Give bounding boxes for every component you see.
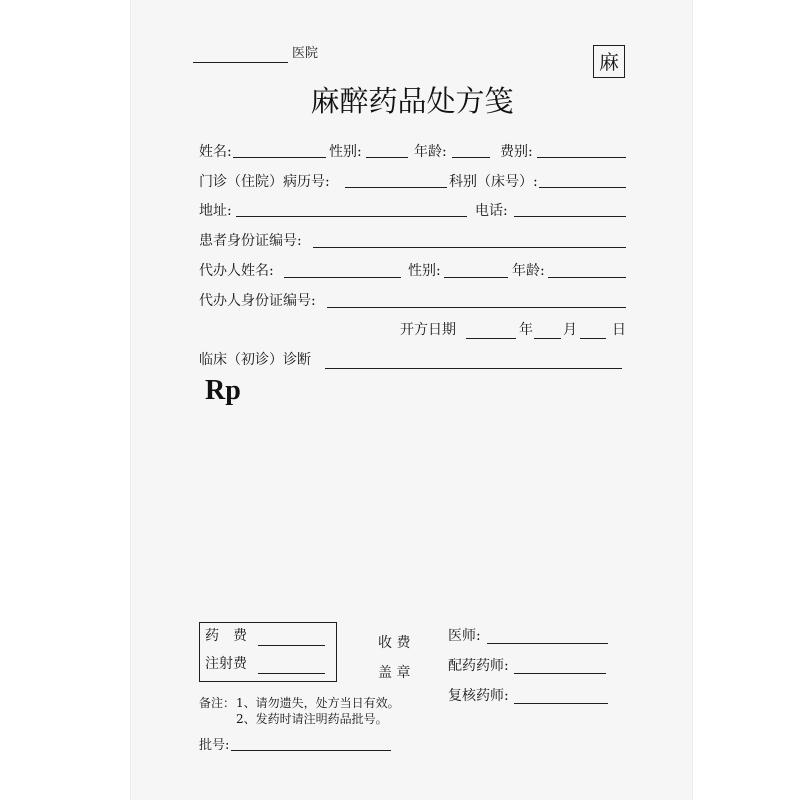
notes-item-2: 2、发药时请注明药品批号。 (236, 712, 388, 726)
patient-id-blank (313, 247, 626, 248)
diagnosis-label: 临床（初诊）诊断 (199, 352, 311, 368)
form-title: 麻醉药品处方笺 (310, 84, 514, 118)
rp-symbol: Rp (205, 375, 241, 406)
phone-blank (514, 216, 626, 217)
hospital-suffix: 医院 (292, 46, 319, 61)
agent-name-blank (284, 277, 401, 278)
year-label: 年 (519, 322, 533, 338)
day-label: 日 (612, 322, 626, 338)
agent-gender-label: 性别: (408, 263, 441, 279)
drug-fee-label: 药 费 (205, 628, 247, 644)
checking-pharmacist-blank (514, 703, 608, 704)
injection-fee-label: 注射费 (205, 656, 247, 672)
dispensing-pharmacist-blank (514, 673, 606, 674)
stamp-label-line1: 收 费 (378, 635, 411, 651)
phone-label: 电话: (475, 203, 508, 219)
agent-id-label: 代办人身份证编号: (199, 293, 316, 309)
date-day-blank (580, 338, 606, 339)
agent-id-blank (327, 307, 626, 308)
patient-id-label: 患者身份证编号: (199, 233, 302, 249)
doctor-label: 医师: (448, 628, 481, 644)
patient-name-blank (233, 157, 326, 158)
narcotic-category-badge (593, 45, 625, 78)
patient-name-label: 姓名: (199, 144, 232, 160)
patient-gender-blank (366, 157, 408, 158)
diagnosis-blank (325, 368, 622, 369)
agent-age-blank (548, 277, 626, 278)
prescription-date-label: 开方日期 (400, 322, 456, 338)
department-label: 科别（床号）: (449, 174, 538, 190)
record-number-blank (345, 187, 447, 188)
address-label: 地址: (199, 203, 232, 219)
patient-age-label: 年龄: (414, 144, 447, 160)
date-month-blank (534, 338, 561, 339)
hospital-name-blank (193, 62, 288, 63)
address-blank (236, 216, 467, 217)
agent-age-label: 年龄: (512, 263, 545, 279)
checking-pharmacist-label: 复核药师: (448, 688, 509, 704)
batch-number-label: 批号: (199, 738, 230, 753)
doctor-signature-blank (487, 643, 608, 644)
dispensing-pharmacist-label: 配药药师: (448, 658, 509, 674)
patient-gender-label: 性别: (329, 144, 362, 160)
department-blank (539, 187, 626, 188)
date-year-blank (466, 338, 516, 339)
notes-item-1: 1、请勿遗失，处方当日有效。 (236, 696, 400, 710)
batch-number-blank (231, 750, 391, 751)
fee-type-label: 费别: (500, 144, 533, 160)
notes-label: 备注： (199, 696, 236, 710)
injection-fee-blank (258, 673, 325, 674)
agent-gender-blank (444, 277, 508, 278)
stamp-label-line2: 盖 章 (378, 665, 411, 681)
drug-fee-blank (258, 645, 325, 646)
fee-type-blank (537, 157, 626, 158)
badge-label: 麻 (599, 49, 619, 74)
record-number-label: 门诊（住院）病历号: (199, 174, 330, 190)
agent-name-label: 代办人姓名: (199, 263, 274, 279)
patient-age-blank (452, 157, 490, 158)
month-label: 月 (563, 322, 577, 338)
